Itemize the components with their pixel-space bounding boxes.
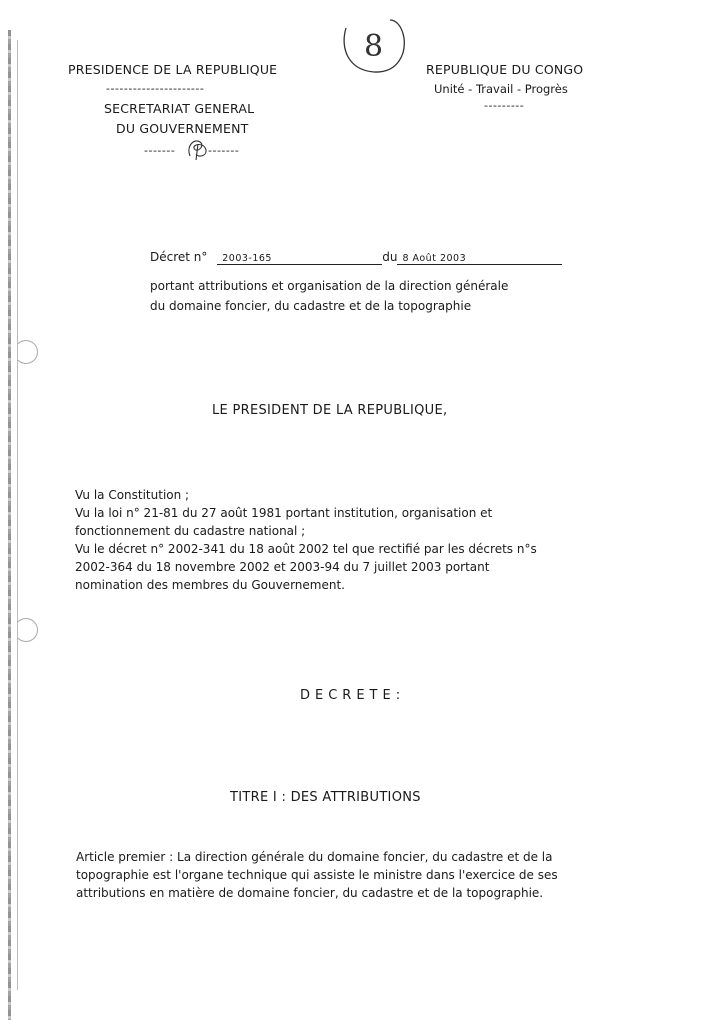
republique-title: REPUBLIQUE DU CONGO	[426, 62, 584, 77]
presidence-title: PRESIDENCE DE LA REPUBLIQUE	[68, 62, 278, 77]
punch-hole-mark	[14, 340, 38, 364]
decree-label: Décret n°	[150, 250, 208, 264]
visas-block	[75, 486, 635, 594]
article-premier	[76, 848, 636, 902]
scan-binding-edge	[8, 30, 11, 1020]
motto-separator: ---------	[484, 99, 525, 112]
article-line: attributions en matière de domaine foncier, du cadastre et de la topographie.	[76, 886, 544, 900]
decrete-heading: DECRETE:	[300, 688, 406, 703]
decree-date: 8 Août 2003	[397, 253, 562, 265]
titre-heading: TITRE I : DES ATTRIBUTIONS	[230, 790, 421, 805]
page-number-circle	[338, 18, 408, 74]
gouvernement-title: DU GOUVERNEMENT	[116, 121, 249, 136]
president-heading: LE PRESIDENT DE LA REPUBLIQUE,	[212, 403, 448, 418]
decree-subject-line1: portant attributions et organisation de la direction générale	[150, 279, 509, 293]
article-text: La direction générale du domaine foncier, du cadastre et de la	[173, 850, 553, 864]
scan-edge-line	[17, 40, 18, 990]
decree-number: 2003-165	[217, 253, 382, 265]
visa-line: 2002-364 du 18 novembre 2002 et 2003-94 du 7 juillet 2003 portant	[75, 560, 490, 574]
header-separator: ----------------------	[106, 82, 205, 95]
punch-hole-mark	[14, 618, 38, 642]
page-number: 8	[364, 29, 384, 64]
national-motto: Unité - Travail - Progrès	[434, 82, 568, 96]
visa-line: Vu le décret n° 2002-341 du 18 août 2002 tel que rectifié par les décrets n°s	[75, 542, 537, 556]
article-line	[76, 848, 636, 866]
article-line: topographie est l'organe technique qui assiste le ministre dans l'exercice de ses	[76, 868, 558, 882]
decree-number-line	[150, 250, 562, 265]
article-label: Article premier :	[76, 850, 174, 864]
secretariat-title: SECRETARIAT GENERAL	[104, 101, 255, 116]
decree-du-label: du	[382, 250, 398, 264]
visa-line: nomination des membres du Gouvernement.	[75, 578, 345, 592]
visa-line: fonctionnement du cadastre national ;	[75, 524, 306, 538]
decree-subject-line2: du domaine foncier, du cadastre et de la topographie	[150, 299, 472, 313]
header-separator-right: -------	[208, 144, 240, 157]
header-separator-left: -------	[144, 144, 176, 157]
visa-line: Vu la loi n° 21-81 du 27 août 1981 portant institution, organisation et	[75, 506, 493, 520]
visa-line: Vu la Constitution ;	[75, 488, 190, 502]
